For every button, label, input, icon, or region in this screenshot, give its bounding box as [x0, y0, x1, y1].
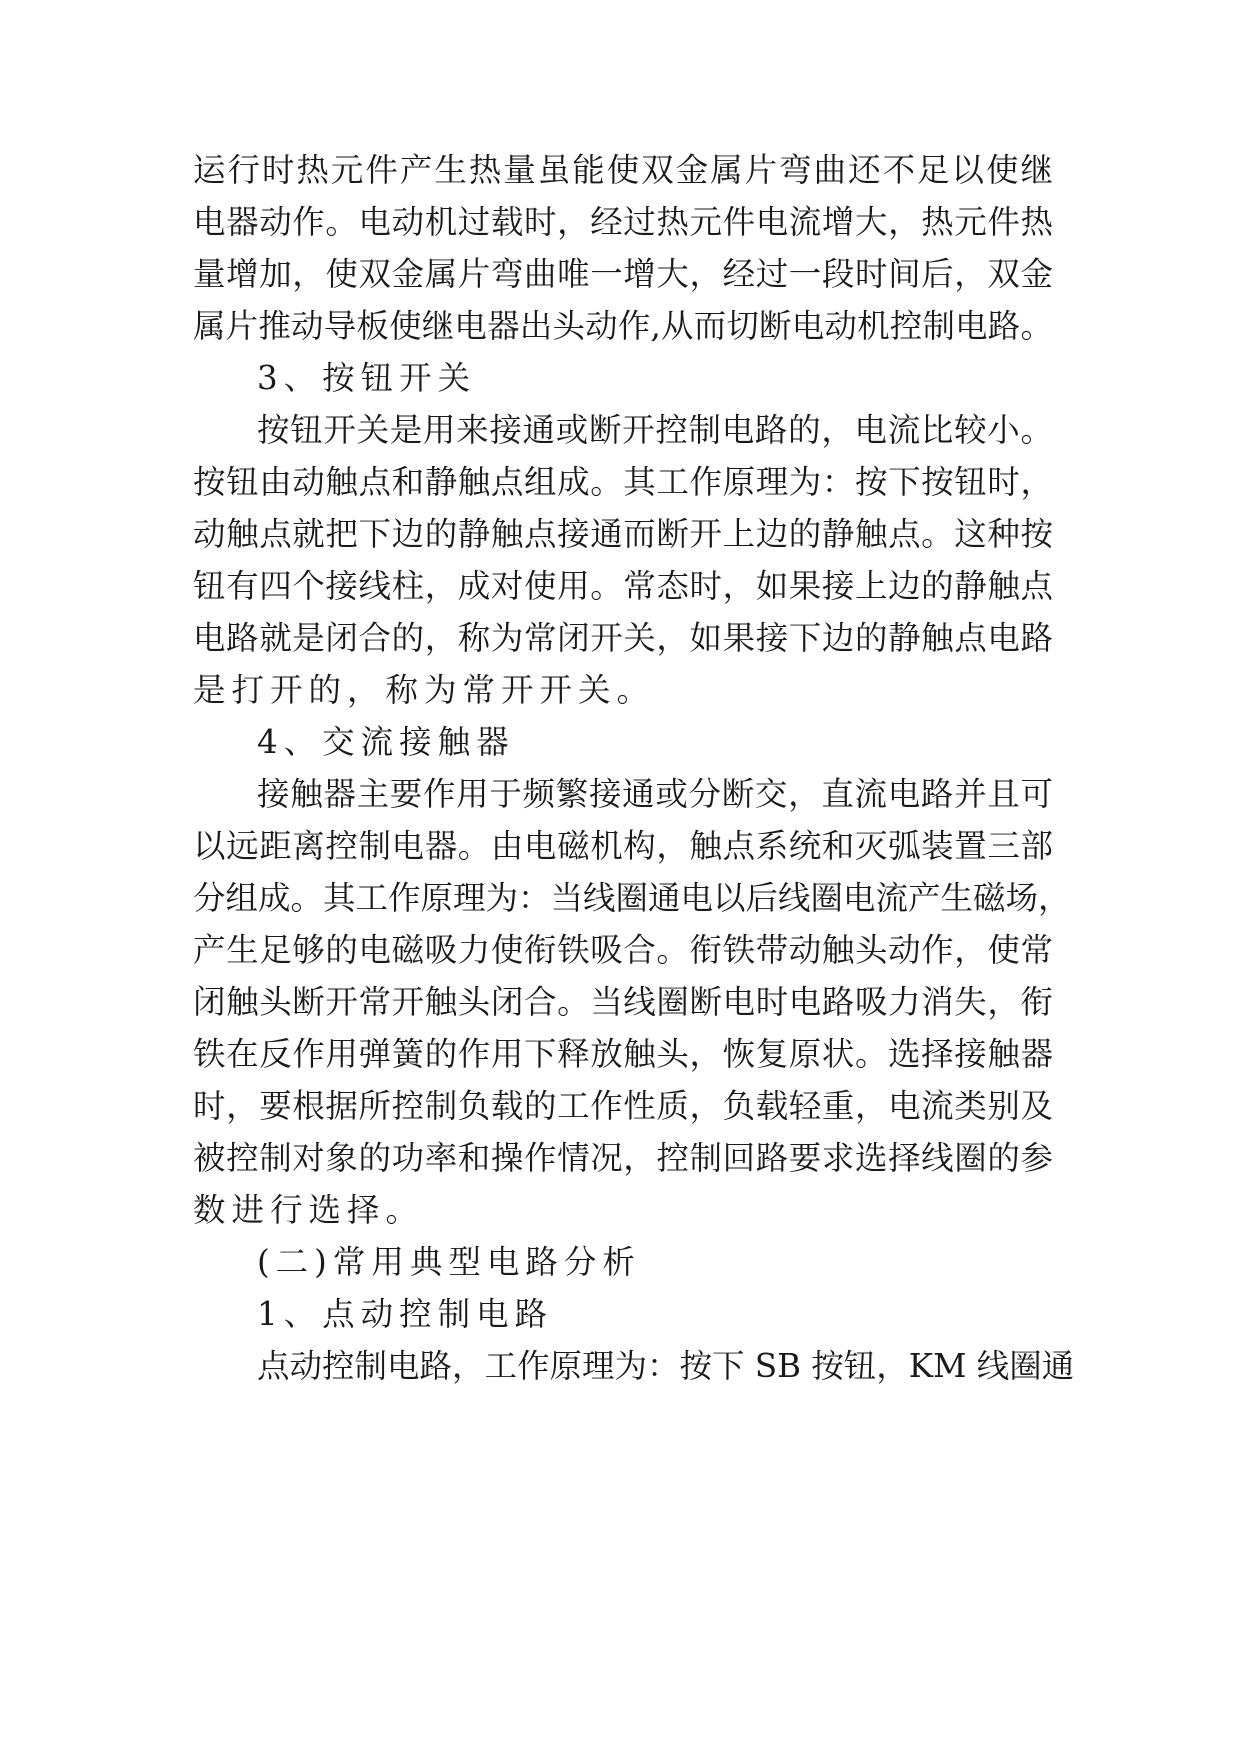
section-heading: (二)常用典型电路分析 [257, 1243, 641, 1281]
paragraph-line: 接触器主要作用于频繁接通或分断交，直流电路并且可 [257, 775, 1053, 813]
paragraph-line: 被控制对象的功率和操作情况，控制回路要求选择线圈的参 [193, 1139, 1053, 1177]
paragraph-line: 按钮由动触点和静触点组成。其工作原理为：按下按钮时， [193, 463, 1053, 501]
paragraph-line: 铁在反作用弹簧的作用下释放触头，恢复原状。选择接触器 [193, 1035, 1053, 1073]
section-heading: 1、点动控制电路 [257, 1295, 554, 1333]
section-heading: 4、交流接触器 [257, 723, 515, 761]
section-heading: 3、按钮开关 [257, 359, 477, 397]
paragraph-line: 是打开的，称为常开开关。 [193, 671, 656, 709]
paragraph-line: 数进行选择。 [193, 1191, 425, 1229]
paragraph-line: 以远距离控制电器。由电磁机构，触点系统和灭弧装置三部 [193, 827, 1053, 865]
paragraph-line: 产生足够的电磁吸力使衔铁吸合。衔铁带动触头动作，使常 [193, 931, 1053, 969]
paragraph-line: 闭触头断开常开触头闭合。当线圈断电时电路吸力消失，衔 [193, 983, 1053, 1021]
paragraph-line: 点动控制电路，工作原理为：按下 SB 按钮，KM 线圈通 [257, 1347, 1075, 1385]
paragraph-line: 运行时热元件产生热量虽能使双金属片弯曲还不足以使继 [193, 151, 1053, 189]
paragraph-line: 电路就是闭合的，称为常闭开关，如果接下边的静触点电路 [193, 619, 1053, 657]
paragraph-line: 按钮开关是用来接通或断开控制电路的，电流比较小。 [257, 411, 1053, 449]
paragraph-line: 动触点就把下边的静触点接通而断开上边的静触点。这种按 [193, 515, 1053, 553]
paragraph-line: 量增加，使双金属片弯曲唯一增大，经过一段时间后，双金 [193, 255, 1053, 293]
paragraph-line: 电器动作。电动机过载时，经过热元件电流增大，热元件热 [193, 203, 1053, 241]
paragraph-line: 分组成。其工作原理为：当线圈通电以后线圈电流产生磁场， [193, 879, 1071, 917]
paragraph-line: 钮有四个接线柱，成对使用。常态时，如果接上边的静触点 [193, 567, 1053, 605]
paragraph-line: 时，要根据所控制负载的工作性质，负载轻重，电流类别及 [193, 1087, 1053, 1125]
paragraph-line: 属片推动导板使继电器出头动作,从而切断电动机控制电路。 [193, 307, 1053, 345]
